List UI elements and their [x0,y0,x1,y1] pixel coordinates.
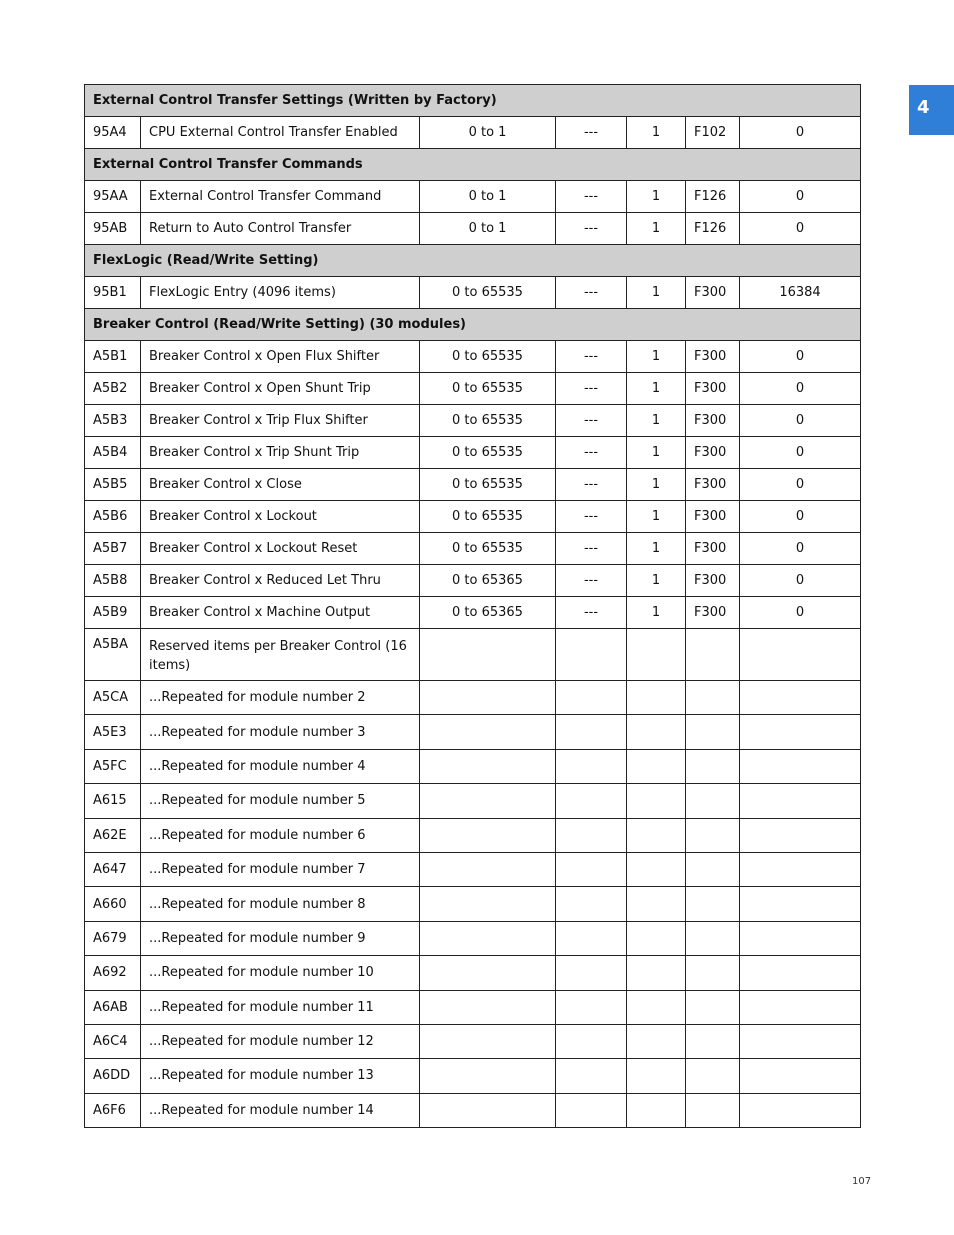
step-cell [627,956,686,990]
description-cell: ...Repeated for module number 11 [141,990,420,1024]
range-cell: 0 to 65365 [420,597,556,629]
default-cell: 16384 [740,277,861,309]
range-cell [420,818,556,852]
step-cell: 1 [627,405,686,437]
step-cell [627,852,686,886]
default-cell [740,715,861,749]
table-row [85,373,861,405]
address-cell: A6C4 [85,1024,141,1058]
address-cell: A5BA [85,629,141,681]
range-cell [420,1093,556,1127]
description-cell: External Control Transfer Command [141,181,420,213]
default-cell: 0 [740,117,861,149]
table-row [85,437,861,469]
units-cell: --- [556,373,627,405]
description-cell: ...Repeated for module number 6 [141,818,420,852]
units-cell: --- [556,437,627,469]
table-row [85,887,861,921]
description-cell: ...Repeated for module number 7 [141,852,420,886]
units-cell [556,956,627,990]
table-row [85,681,861,715]
description-cell: ...Repeated for module number 5 [141,784,420,818]
units-cell: --- [556,213,627,245]
address-cell: A5B9 [85,597,141,629]
step-cell: 1 [627,533,686,565]
range-cell [420,990,556,1024]
range-cell: 0 to 65365 [420,565,556,597]
default-cell: 0 [740,565,861,597]
format-cell: F300 [686,469,740,501]
description-cell: ...Repeated for module number 14 [141,1093,420,1127]
step-cell: 1 [627,437,686,469]
range-cell: 0 to 65535 [420,405,556,437]
section-title: Breaker Control (Read/Write Setting) (30 modules) [85,309,861,341]
range-cell [420,629,556,681]
description-cell: CPU External Control Transfer Enabled [141,117,420,149]
format-cell: F300 [686,405,740,437]
address-cell: A5B1 [85,341,141,373]
format-cell: F300 [686,501,740,533]
units-cell: --- [556,597,627,629]
description-cell: Breaker Control x Trip Flux Shifter [141,405,420,437]
units-cell [556,921,627,955]
section-title: FlexLogic (Read/Write Setting) [85,245,861,277]
description-cell: ...Repeated for module number 2 [141,681,420,715]
address-cell: A5B4 [85,437,141,469]
step-cell [627,887,686,921]
register-table [84,84,861,1128]
units-cell: --- [556,341,627,373]
units-cell: --- [556,117,627,149]
step-cell [627,715,686,749]
units-cell [556,1059,627,1093]
format-cell [686,1024,740,1058]
description-cell: Return to Auto Control Transfer [141,213,420,245]
units-cell: --- [556,565,627,597]
range-cell: 0 to 65535 [420,277,556,309]
table-row [85,818,861,852]
description-cell: FlexLogic Entry (4096 items) [141,277,420,309]
section-header-row [85,149,861,181]
page-number: 107 [852,1176,872,1187]
units-cell [556,852,627,886]
range-cell: 0 to 65535 [420,373,556,405]
range-cell [420,921,556,955]
description-cell: Breaker Control x Machine Output [141,597,420,629]
format-cell [686,629,740,681]
table-row [85,469,861,501]
description-cell: Breaker Control x Reduced Let Thru [141,565,420,597]
address-cell: A5B3 [85,405,141,437]
step-cell: 1 [627,597,686,629]
step-cell [627,1024,686,1058]
section-title: External Control Transfer Settings (Written by Factory) [85,85,861,117]
description-cell: Breaker Control x Open Shunt Trip [141,373,420,405]
address-cell: 95AA [85,181,141,213]
table-row [85,749,861,783]
units-cell: --- [556,501,627,533]
units-cell: --- [556,405,627,437]
format-cell: F300 [686,341,740,373]
format-cell: F126 [686,213,740,245]
default-cell: 0 [740,181,861,213]
default-cell [740,629,861,681]
table-row [85,341,861,373]
address-cell: A5B6 [85,501,141,533]
format-cell: F300 [686,597,740,629]
step-cell [627,921,686,955]
format-cell [686,818,740,852]
table-row [85,990,861,1024]
step-cell: 1 [627,469,686,501]
format-cell: F126 [686,181,740,213]
range-cell [420,1059,556,1093]
format-cell: F300 [686,373,740,405]
address-cell: A5FC [85,749,141,783]
step-cell [627,681,686,715]
units-cell [556,629,627,681]
step-cell [627,1093,686,1127]
default-cell [740,1024,861,1058]
description-cell: Breaker Control x Lockout [141,501,420,533]
format-cell [686,715,740,749]
chapter-tab [909,85,954,135]
format-cell: F102 [686,117,740,149]
step-cell: 1 [627,341,686,373]
description-cell: Breaker Control x Trip Shunt Trip [141,437,420,469]
description-cell: Breaker Control x Open Flux Shifter [141,341,420,373]
address-cell: A615 [85,784,141,818]
description-cell: ...Repeated for module number 10 [141,956,420,990]
range-cell: 0 to 65535 [420,437,556,469]
format-cell [686,749,740,783]
step-cell: 1 [627,373,686,405]
section-header-row [85,309,861,341]
format-cell [686,852,740,886]
step-cell: 1 [627,213,686,245]
table-row [85,501,861,533]
range-cell: 0 to 65535 [420,341,556,373]
default-cell [740,1059,861,1093]
range-cell [420,784,556,818]
units-cell [556,715,627,749]
description-cell: ...Repeated for module number 12 [141,1024,420,1058]
units-cell [556,749,627,783]
table-row [85,956,861,990]
format-cell [686,887,740,921]
address-cell: 95A4 [85,117,141,149]
units-cell [556,681,627,715]
table-row [85,277,861,309]
default-cell [740,921,861,955]
description-cell: ...Repeated for module number 13 [141,1059,420,1093]
units-cell: --- [556,277,627,309]
format-cell [686,1059,740,1093]
range-cell [420,715,556,749]
table-row [85,405,861,437]
address-cell: A5E3 [85,715,141,749]
range-cell [420,681,556,715]
step-cell: 1 [627,565,686,597]
address-cell: A5B7 [85,533,141,565]
range-cell: 0 to 65535 [420,533,556,565]
default-cell [740,749,861,783]
step-cell: 1 [627,277,686,309]
address-cell: A647 [85,852,141,886]
step-cell [627,749,686,783]
format-cell [686,921,740,955]
table-row [85,1024,861,1058]
range-cell [420,956,556,990]
table-row [85,921,861,955]
range-cell: 0 to 65535 [420,501,556,533]
format-cell: F300 [686,565,740,597]
range-cell [420,749,556,783]
format-cell [686,990,740,1024]
range-cell [420,852,556,886]
description-cell: ...Repeated for module number 8 [141,887,420,921]
step-cell [627,818,686,852]
section-title: External Control Transfer Commands [85,149,861,181]
description-cell: ...Repeated for module number 4 [141,749,420,783]
address-cell: A62E [85,818,141,852]
format-cell: F300 [686,437,740,469]
format-cell [686,784,740,818]
chapter-tab-label: 4 [917,97,930,118]
format-cell [686,956,740,990]
table-row [85,784,861,818]
table-row [85,565,861,597]
address-cell: A6AB [85,990,141,1024]
description-cell: ...Repeated for module number 9 [141,921,420,955]
address-cell: A692 [85,956,141,990]
address-cell: A5B8 [85,565,141,597]
address-cell: 95B1 [85,277,141,309]
units-cell [556,784,627,818]
units-cell [556,1024,627,1058]
default-cell: 0 [740,533,861,565]
step-cell: 1 [627,117,686,149]
default-cell [740,956,861,990]
range-cell: 0 to 1 [420,213,556,245]
address-cell: A660 [85,887,141,921]
step-cell [627,990,686,1024]
format-cell: F300 [686,277,740,309]
default-cell: 0 [740,597,861,629]
default-cell [740,990,861,1024]
default-cell: 0 [740,469,861,501]
address-cell: A5CA [85,681,141,715]
step-cell [627,1059,686,1093]
range-cell: 0 to 1 [420,117,556,149]
range-cell [420,887,556,921]
register-table-body [85,85,861,1128]
units-cell: --- [556,181,627,213]
description-cell: Breaker Control x Close [141,469,420,501]
table-row [85,1059,861,1093]
step-cell [627,784,686,818]
section-header-row [85,245,861,277]
default-cell: 0 [740,501,861,533]
step-cell [627,629,686,681]
address-cell: A6F6 [85,1093,141,1127]
format-cell [686,681,740,715]
default-cell [740,1093,861,1127]
address-cell: A5B5 [85,469,141,501]
table-row [85,715,861,749]
description-cell: Breaker Control x Lockout Reset [141,533,420,565]
table-row [85,181,861,213]
range-cell: 0 to 65535 [420,469,556,501]
units-cell: --- [556,533,627,565]
default-cell [740,887,861,921]
units-cell: --- [556,469,627,501]
address-cell: 95AB [85,213,141,245]
default-cell [740,818,861,852]
range-cell [420,1024,556,1058]
default-cell: 0 [740,373,861,405]
address-cell: A679 [85,921,141,955]
default-cell: 0 [740,405,861,437]
default-cell: 0 [740,213,861,245]
description-cell: Reserved items per Breaker Control (16 items) [141,629,420,681]
table-row [85,852,861,886]
units-cell [556,818,627,852]
table-row [85,533,861,565]
units-cell [556,887,627,921]
table-row [85,1093,861,1127]
default-cell [740,681,861,715]
range-cell: 0 to 1 [420,181,556,213]
table-row [85,629,861,681]
units-cell [556,1093,627,1127]
default-cell: 0 [740,341,861,373]
format-cell: F300 [686,533,740,565]
default-cell [740,852,861,886]
table-row [85,597,861,629]
step-cell: 1 [627,181,686,213]
default-cell: 0 [740,437,861,469]
table-row [85,117,861,149]
format-cell [686,1093,740,1127]
description-cell: ...Repeated for module number 3 [141,715,420,749]
section-header-row [85,85,861,117]
address-cell: A6DD [85,1059,141,1093]
units-cell [556,990,627,1024]
table-row [85,213,861,245]
default-cell [740,784,861,818]
step-cell: 1 [627,501,686,533]
address-cell: A5B2 [85,373,141,405]
